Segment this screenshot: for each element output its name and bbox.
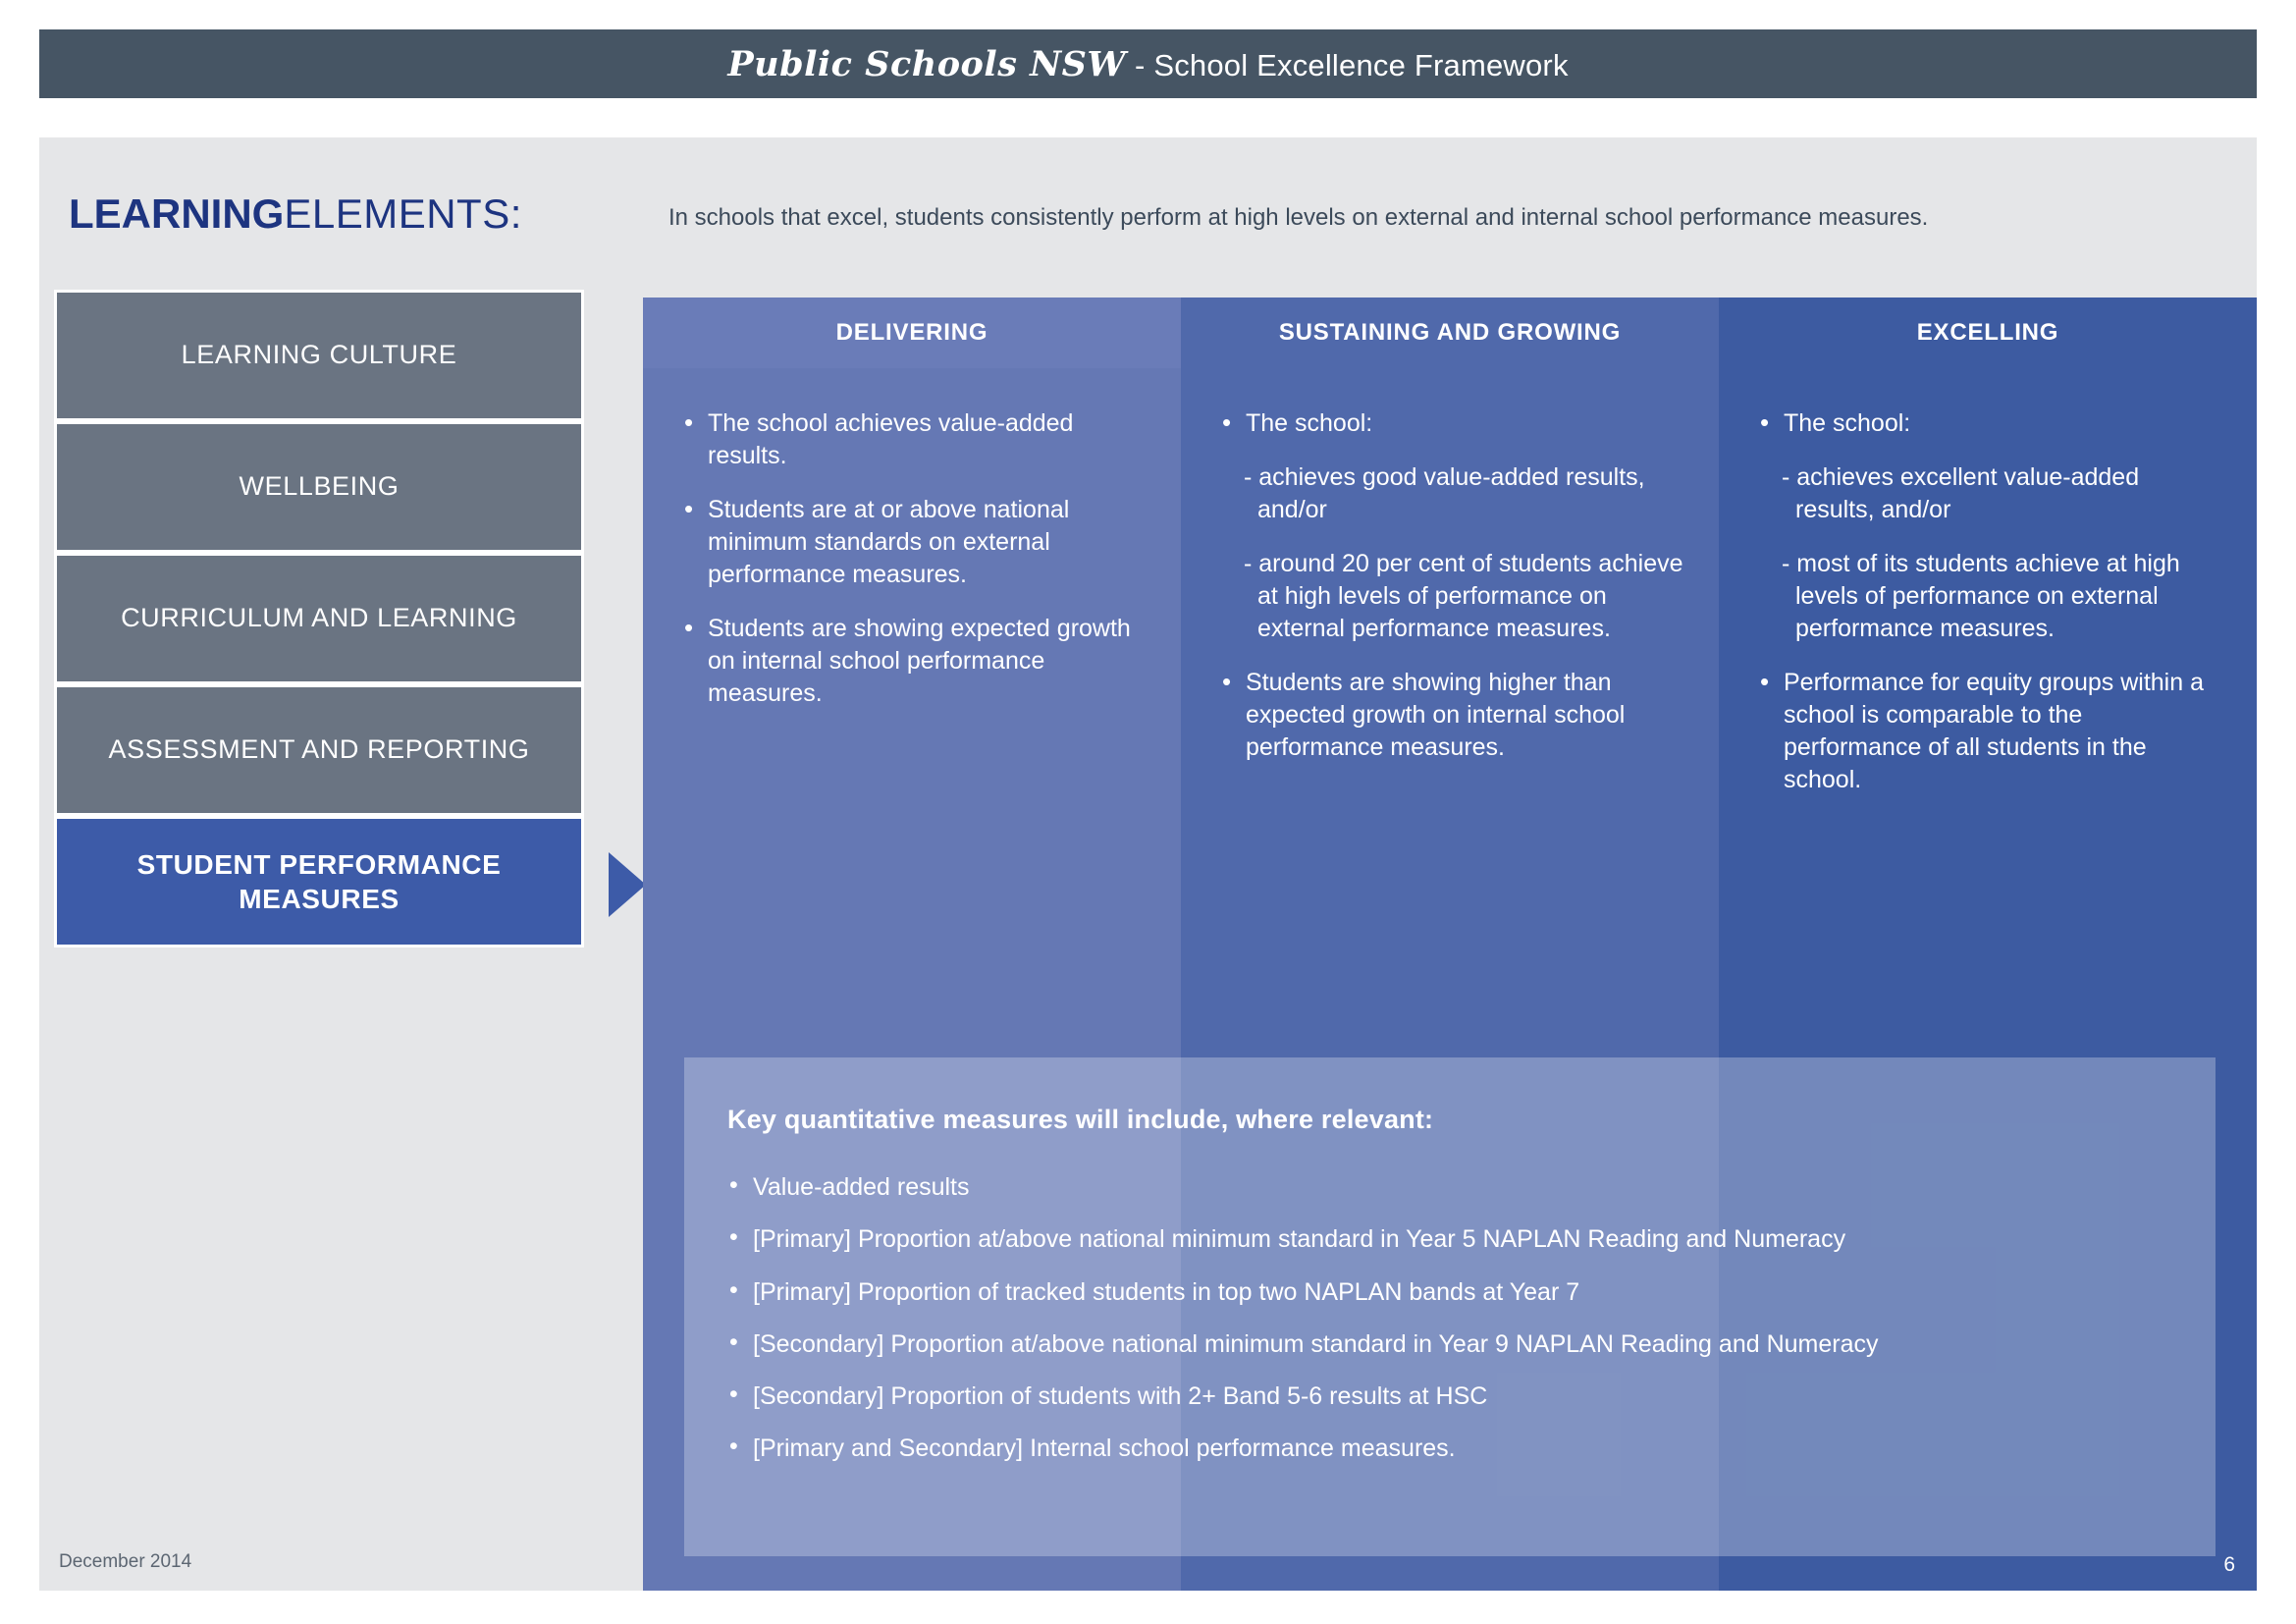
bullet-item: • Students are at or above national minimum standards on external performance measures. (684, 494, 1148, 591)
intro-text: In schools that excel, students consistently perform at high levels on external and internal school performance measures. (668, 203, 1929, 231)
sidebar-item-label: CURRICULUM AND LEARNING (121, 603, 517, 633)
sidebar-item-wellbeing[interactable] (54, 421, 584, 553)
key-measure-item: • Value-added results (727, 1172, 2172, 1203)
sidebar-item-label: WELLBEING (239, 471, 400, 502)
brand-logo-text: Public Schools NSW (727, 43, 1127, 84)
sidebar-item-label: STUDENT PERFORMANCE MEASURES (136, 849, 502, 914)
sidebar-item-learning-culture[interactable] (54, 290, 584, 421)
page-title (727, 44, 1568, 84)
intro-banner (643, 137, 2257, 298)
sub-bullet-item: - around 20 per cent of students achieve at high levels of performance on external performance measures. (1244, 550, 1683, 642)
key-measures-title: Key quantitative measures will include, where relevant: (727, 1105, 1434, 1134)
sidebar-item-curriculum-and-learning[interactable] (54, 553, 584, 684)
key-measure-item: • [Secondary] Proportion of students with 2+ Band 5-6 results at HSC (727, 1381, 2172, 1412)
bullet-item: • The school achieves value-added results. (684, 407, 1148, 472)
footer-date: December 2014 (59, 1551, 192, 1572)
sidebar-item-student-performance-measures[interactable] (54, 816, 584, 947)
bullet-item: • The school: (1222, 407, 1685, 440)
key-measures-list (727, 1172, 2172, 1465)
sub-bullet-item: - achieves good value-added results, and/or (1244, 463, 1645, 523)
sidebar-heading-light: ELEMENTS: (284, 189, 522, 237)
sidebar-list (54, 290, 584, 947)
page-number: 6 (2223, 1553, 2235, 1576)
column-header-excelling: EXCELLING (1719, 298, 2257, 368)
title-separator: - (1126, 47, 1154, 82)
main-content (643, 137, 2257, 1591)
column-body-excelling (1719, 368, 2257, 796)
sidebar-item-label: LEARNING CULTURE (181, 340, 457, 370)
bullet-item: • Performance for equity groups within a school is comparable to the performance of all students in the school. (1760, 667, 2223, 796)
sidebar-heading (69, 137, 614, 290)
sidebar-item-assessment-and-reporting[interactable] (54, 684, 584, 816)
bullet-item: • Students are showing higher than expected growth on internal school performance measures. (1222, 667, 1685, 764)
key-measures-panel (684, 1057, 2216, 1556)
column-body-sustaining-and-growing (1181, 368, 1719, 764)
key-measure-item: • [Primary and Secondary] Internal school performance measures. (727, 1434, 2172, 1464)
column-body-delivering (643, 368, 1181, 710)
sub-bullet-item: - achieves excellent value-added results, and/or (1782, 463, 2140, 523)
framework-title: School Excellence Framework (1153, 47, 1569, 82)
column-header-delivering: DELIVERING (643, 298, 1181, 368)
key-measure-item: • [Primary] Proportion at/above national minimum standard in Year 5 NAPLAN Reading and Numeracy (727, 1224, 2172, 1255)
key-measure-item: • [Secondary] Proportion at/above national minimum standard in Year 9 NAPLAN Reading and Numeracy (727, 1329, 2172, 1360)
sidebar (39, 137, 643, 1591)
key-measure-item: • [Primary] Proportion of tracked students in top two NAPLAN bands at Year 7 (727, 1277, 2172, 1308)
column-header-sustaining-and-growing: SUSTAINING AND GROWING (1181, 298, 1719, 368)
bullet-item: • The school: (1760, 407, 2223, 440)
sidebar-heading-strong: LEARNING (69, 189, 285, 237)
bullet-item: • Students are showing expected growth on internal school performance measures. (684, 613, 1148, 710)
sub-bullet-item: - most of its students achieve at high levels of performance on external performance measures. (1782, 550, 2180, 642)
sidebar-item-label: ASSESSMENT AND REPORTING (108, 734, 530, 765)
header-bar (39, 29, 2257, 98)
active-element-arrow-icon (609, 852, 646, 917)
